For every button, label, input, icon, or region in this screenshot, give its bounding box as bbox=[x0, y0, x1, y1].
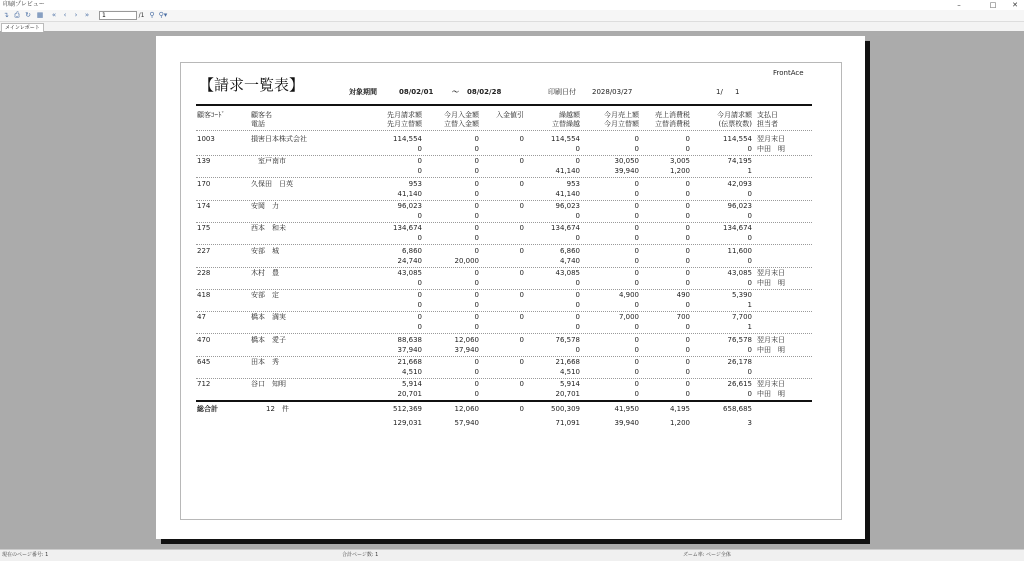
total-adv-carry: 71,091 bbox=[555, 419, 580, 427]
row-tax: 0 bbox=[685, 201, 690, 210]
row-separator bbox=[196, 244, 812, 245]
row-sales: 0 bbox=[634, 179, 639, 188]
row-separator bbox=[196, 222, 812, 223]
total-adv-tax: 1,200 bbox=[669, 419, 690, 427]
total-rule bbox=[196, 400, 812, 402]
row-prev-claim: 88,638 bbox=[397, 335, 422, 344]
row-claim: 26,178 bbox=[727, 358, 752, 366]
row-adv-carry: 0 bbox=[575, 145, 580, 153]
header-tax: 売上消費税 bbox=[655, 111, 690, 119]
row-separator bbox=[196, 289, 812, 290]
row-prev-claim: 953 bbox=[408, 179, 422, 188]
row-adv-carry: 0 bbox=[575, 323, 580, 332]
header-carry: 繰越額 bbox=[559, 111, 580, 119]
header-claim: 今月請求額 bbox=[717, 111, 752, 119]
header-rule-top bbox=[196, 104, 812, 106]
row-adv-month: 0 bbox=[634, 189, 639, 198]
row-sales: 0 bbox=[634, 224, 639, 233]
row-name: 安部 定 bbox=[251, 291, 279, 300]
row-separator bbox=[196, 267, 812, 268]
row-receipt: 0 bbox=[474, 157, 479, 166]
row-adv-tax: 1,200 bbox=[669, 167, 690, 176]
zoom-dropdown-icon[interactable]: ⚲▾ bbox=[158, 11, 168, 19]
row-prev-adv: 37,940 bbox=[397, 345, 422, 354]
row-tax: 700 bbox=[676, 313, 690, 322]
row-adv-receipt: 0 bbox=[474, 167, 479, 176]
row-claim: 76,578 bbox=[727, 335, 752, 344]
row-slips: 0 bbox=[747, 345, 752, 354]
print-date: 2028/03/27 bbox=[592, 88, 633, 96]
row-adv-carry: 0 bbox=[575, 345, 580, 354]
row-name: 西本 和未 bbox=[251, 224, 286, 233]
page-total: 1 bbox=[735, 88, 740, 96]
row-code: 645 bbox=[197, 358, 211, 366]
row-prev-adv: 0 bbox=[417, 145, 422, 153]
row-prev-claim: 43,085 bbox=[397, 268, 422, 277]
row-code: 228 bbox=[197, 268, 211, 277]
row-carry: 953 bbox=[566, 179, 580, 188]
status-current-page: 現在のページ番号: 1 bbox=[2, 552, 49, 558]
total-count: 12 件 bbox=[266, 405, 289, 413]
row-separator bbox=[196, 311, 812, 312]
first-page-icon[interactable]: « bbox=[51, 11, 57, 19]
row-adv-month: 0 bbox=[634, 345, 639, 354]
row-name: 田本 秀 bbox=[251, 358, 279, 366]
row-prev-claim: 0 bbox=[417, 157, 422, 166]
row-sales: 0 bbox=[634, 135, 639, 143]
row-slips: 1 bbox=[747, 167, 752, 176]
row-slips: 0 bbox=[747, 390, 752, 399]
row-receipt: 0 bbox=[474, 246, 479, 255]
page-number-input[interactable]: 1 bbox=[99, 11, 137, 20]
page-label: 1/ bbox=[716, 88, 723, 96]
print-icon[interactable]: ⎙ bbox=[14, 11, 20, 19]
row-name: 損害日本株式会社 bbox=[251, 135, 307, 143]
total-discount: 0 bbox=[519, 405, 524, 413]
row-sales: 7,000 bbox=[618, 313, 639, 322]
row-slips: 1 bbox=[747, 301, 752, 310]
row-code: 170 bbox=[197, 179, 211, 188]
row-receipt: 0 bbox=[474, 224, 479, 233]
print-date-label: 印刷日付 bbox=[548, 88, 576, 96]
row-slips: 1 bbox=[747, 323, 752, 332]
row-pay-date: 翌月末日 bbox=[757, 135, 785, 143]
header-receipt: 今月入金額 bbox=[444, 111, 479, 119]
row-adv-month: 0 bbox=[634, 145, 639, 153]
row-discount: 0 bbox=[519, 313, 524, 322]
row-adv-month: 0 bbox=[634, 211, 639, 220]
row-claim: 26,615 bbox=[727, 380, 752, 389]
row-carry: 76,578 bbox=[555, 335, 580, 344]
row-adv-receipt: 0 bbox=[474, 234, 479, 243]
row-adv-month: 0 bbox=[634, 234, 639, 243]
row-prev-adv: 0 bbox=[417, 301, 422, 310]
period-separator: ～ bbox=[452, 88, 459, 96]
row-receipt: 0 bbox=[474, 201, 479, 210]
toolbar bbox=[0, 10, 1024, 22]
row-adv-receipt: 0 bbox=[474, 189, 479, 198]
header-prev-claim: 先月請求額 bbox=[387, 111, 422, 119]
row-code: 1003 bbox=[197, 135, 215, 143]
row-prev-claim: 114,554 bbox=[393, 135, 422, 143]
total-claim: 658,685 bbox=[723, 405, 752, 413]
header-adv-month: 今月立替額 bbox=[604, 120, 639, 128]
total-sales: 41,950 bbox=[614, 405, 639, 413]
row-name: 橋本 愛子 bbox=[251, 335, 286, 344]
row-prev-adv: 0 bbox=[417, 167, 422, 176]
row-prev-adv: 0 bbox=[417, 211, 422, 220]
close-icon[interactable]: ✕ bbox=[1012, 1, 1018, 9]
row-sales: 0 bbox=[634, 268, 639, 277]
row-pay-date: 翌月末日 bbox=[757, 335, 785, 344]
total-carry: 500,309 bbox=[551, 405, 580, 413]
period-to: 08/02/28 bbox=[467, 88, 502, 96]
row-discount: 0 bbox=[519, 179, 524, 188]
row-adv-receipt: 0 bbox=[474, 211, 479, 220]
row-discount: 0 bbox=[519, 291, 524, 300]
row-carry: 21,668 bbox=[555, 358, 580, 366]
row-prev-claim: 0 bbox=[417, 313, 422, 322]
status-zoom: ズーム率: ページ全体 bbox=[683, 552, 731, 558]
row-separator bbox=[196, 356, 812, 357]
minimize-icon[interactable]: – bbox=[957, 1, 961, 9]
row-discount: 0 bbox=[519, 201, 524, 210]
row-prev-adv: 0 bbox=[417, 278, 422, 287]
row-prev-claim: 5,914 bbox=[401, 380, 422, 389]
row-claim: 114,554 bbox=[723, 135, 752, 143]
header-rule-bottom bbox=[196, 130, 812, 131]
row-slips: 0 bbox=[747, 234, 752, 243]
row-prev-claim: 0 bbox=[417, 291, 422, 300]
row-adv-carry: 0 bbox=[575, 234, 580, 243]
row-adv-tax: 0 bbox=[685, 390, 690, 399]
row-adv-tax: 0 bbox=[685, 368, 690, 376]
row-discount: 0 bbox=[519, 246, 524, 255]
row-pay-date: 翌月末日 bbox=[757, 380, 785, 389]
row-claim: 5,390 bbox=[731, 291, 752, 300]
row-receipt: 0 bbox=[474, 380, 479, 389]
header-adv-tax: 立替消費税 bbox=[655, 120, 690, 128]
row-carry: 43,085 bbox=[555, 268, 580, 277]
row-adv-tax: 0 bbox=[685, 211, 690, 220]
row-claim: 96,023 bbox=[727, 201, 752, 210]
row-adv-receipt: 0 bbox=[474, 390, 479, 399]
row-adv-month: 39,940 bbox=[614, 167, 639, 176]
period-from: 08/02/01 bbox=[399, 88, 434, 96]
row-code: 712 bbox=[197, 380, 211, 389]
row-sales: 4,900 bbox=[618, 291, 639, 300]
row-adv-month: 0 bbox=[634, 323, 639, 332]
row-carry: 134,674 bbox=[551, 224, 580, 233]
page-total-label: /1 bbox=[138, 12, 145, 19]
row-separator bbox=[196, 155, 812, 156]
row-staff: 中田 明 bbox=[757, 390, 785, 399]
total-receipt: 12,060 bbox=[454, 405, 479, 413]
row-name: 安岡 力 bbox=[251, 201, 279, 210]
row-tax: 490 bbox=[676, 291, 690, 300]
header-name: 顧客名 bbox=[251, 111, 272, 119]
row-adv-receipt: 0 bbox=[474, 278, 479, 287]
row-tax: 0 bbox=[685, 246, 690, 255]
window-title: 印刷プレビュー bbox=[3, 1, 45, 8]
row-code: 139 bbox=[197, 157, 211, 166]
row-discount: 0 bbox=[519, 335, 524, 344]
period-label: 対象期間 bbox=[349, 88, 377, 96]
row-name: 室戸南市 bbox=[251, 157, 286, 166]
row-receipt: 12,060 bbox=[454, 335, 479, 344]
row-adv-tax: 0 bbox=[685, 301, 690, 310]
row-prev-adv: 41,140 bbox=[397, 189, 422, 198]
row-adv-tax: 0 bbox=[685, 278, 690, 287]
row-carry: 96,023 bbox=[555, 201, 580, 210]
row-receipt: 0 bbox=[474, 179, 479, 188]
row-prev-claim: 21,668 bbox=[397, 358, 422, 366]
header-sales: 今月売上額 bbox=[604, 111, 639, 119]
row-tax: 0 bbox=[685, 135, 690, 143]
row-code: 470 bbox=[197, 335, 211, 344]
row-slips: 0 bbox=[747, 278, 752, 287]
total-prev-adv: 129,031 bbox=[393, 419, 422, 427]
row-claim: 74,195 bbox=[727, 157, 752, 166]
total-adv-receipt: 57,940 bbox=[454, 419, 479, 427]
zoom-in-icon[interactable]: ⚲ bbox=[149, 11, 155, 19]
row-adv-tax: 0 bbox=[685, 234, 690, 243]
row-claim: 7,700 bbox=[731, 313, 752, 322]
row-slips: 0 bbox=[747, 189, 752, 198]
row-code: 175 bbox=[197, 224, 211, 233]
row-carry: 0 bbox=[575, 157, 580, 166]
row-adv-month: 0 bbox=[634, 278, 639, 287]
row-name: 谷口 知明 bbox=[251, 380, 286, 389]
report-title: 【請求一覧表】 bbox=[199, 76, 305, 94]
page-setup-icon[interactable]: ▦ bbox=[36, 11, 44, 19]
row-staff: 中田 明 bbox=[757, 345, 785, 354]
last-page-icon[interactable]: » bbox=[84, 11, 90, 19]
row-adv-carry: 4,740 bbox=[559, 256, 580, 265]
row-carry: 114,554 bbox=[551, 135, 580, 143]
header-pay: 支払日 bbox=[757, 111, 778, 119]
row-adv-tax: 0 bbox=[685, 189, 690, 198]
row-staff: 中田 明 bbox=[757, 145, 785, 153]
row-separator bbox=[196, 378, 812, 379]
header-adv-carry: 立替繰越 bbox=[552, 120, 580, 128]
row-name: 橋本 満実 bbox=[251, 313, 286, 322]
row-slips: 0 bbox=[747, 256, 752, 265]
row-tax: 0 bbox=[685, 179, 690, 188]
row-adv-month: 0 bbox=[634, 301, 639, 310]
row-tax: 0 bbox=[685, 224, 690, 233]
row-adv-receipt: 20,000 bbox=[454, 256, 479, 265]
total-label: 総合計 bbox=[197, 405, 218, 413]
row-tax: 0 bbox=[685, 358, 690, 366]
row-adv-carry: 41,140 bbox=[555, 189, 580, 198]
row-tax: 3,005 bbox=[669, 157, 690, 166]
row-separator bbox=[196, 177, 812, 178]
row-sales: 0 bbox=[634, 201, 639, 210]
brand-label: FrontAce bbox=[773, 69, 804, 77]
row-adv-month: 0 bbox=[634, 368, 639, 376]
row-tax: 0 bbox=[685, 380, 690, 389]
row-claim: 134,674 bbox=[723, 224, 752, 233]
row-prev-adv: 20,701 bbox=[397, 390, 422, 399]
row-discount: 0 bbox=[519, 157, 524, 166]
row-slips: 0 bbox=[747, 145, 752, 153]
row-code: 174 bbox=[197, 201, 211, 210]
row-adv-carry: 20,701 bbox=[555, 390, 580, 399]
row-claim: 43,085 bbox=[727, 268, 752, 277]
row-receipt: 0 bbox=[474, 268, 479, 277]
row-prev-claim: 6,860 bbox=[401, 246, 422, 255]
row-tax: 0 bbox=[685, 335, 690, 344]
header-phone: 電話 bbox=[251, 120, 265, 128]
row-discount: 0 bbox=[519, 268, 524, 277]
header-slips: (伝票枚数) bbox=[718, 120, 752, 128]
row-adv-receipt: 37,940 bbox=[454, 345, 479, 354]
row-separator bbox=[196, 200, 812, 201]
row-claim: 11,600 bbox=[727, 246, 752, 255]
maximize-icon[interactable]: □ bbox=[989, 1, 997, 9]
total-slips: 3 bbox=[747, 419, 752, 427]
row-adv-tax: 0 bbox=[685, 345, 690, 354]
row-sales: 0 bbox=[634, 380, 639, 389]
row-sales: 0 bbox=[634, 358, 639, 366]
row-adv-carry: 0 bbox=[575, 278, 580, 287]
row-receipt: 0 bbox=[474, 313, 479, 322]
status-bar bbox=[0, 549, 1024, 561]
row-carry: 0 bbox=[575, 313, 580, 322]
row-name: 木村 豊 bbox=[251, 268, 279, 277]
row-slips: 0 bbox=[747, 211, 752, 220]
row-name: 安部 城 bbox=[251, 246, 279, 255]
row-carry: 6,860 bbox=[559, 246, 580, 255]
row-code: 227 bbox=[197, 246, 211, 255]
row-carry: 0 bbox=[575, 291, 580, 300]
row-adv-carry: 41,140 bbox=[555, 167, 580, 176]
row-code: 418 bbox=[197, 291, 211, 300]
tab-main-report[interactable]: メインレポート bbox=[1, 23, 44, 32]
row-separator bbox=[196, 333, 812, 334]
row-adv-month: 0 bbox=[634, 256, 639, 265]
row-prev-adv: 4,510 bbox=[401, 368, 422, 376]
row-prev-adv: 0 bbox=[417, 234, 422, 243]
row-claim: 42,093 bbox=[727, 179, 752, 188]
row-slips: 0 bbox=[747, 368, 752, 376]
row-discount: 0 bbox=[519, 358, 524, 366]
row-name: 久保田 日英 bbox=[251, 179, 293, 188]
row-sales: 30,050 bbox=[614, 157, 639, 166]
header-discount: 入金値引 bbox=[496, 111, 524, 119]
row-discount: 0 bbox=[519, 135, 524, 143]
row-prev-claim: 134,674 bbox=[393, 224, 422, 233]
row-tax: 0 bbox=[685, 268, 690, 277]
row-adv-tax: 0 bbox=[685, 323, 690, 332]
total-adv-month: 39,940 bbox=[614, 419, 639, 427]
export-icon[interactable]: ↴ bbox=[3, 11, 9, 19]
refresh-icon[interactable]: ↻ bbox=[25, 11, 31, 19]
row-adv-receipt: 0 bbox=[474, 301, 479, 310]
total-tax: 4,195 bbox=[669, 405, 690, 413]
row-sales: 0 bbox=[634, 335, 639, 344]
header-code: 顧客ｺｰﾄﾞ bbox=[197, 111, 225, 119]
header-staff: 担当者 bbox=[757, 120, 778, 128]
row-pay-date: 翌月末日 bbox=[757, 268, 785, 277]
row-staff: 中田 明 bbox=[757, 278, 785, 287]
row-adv-receipt: 0 bbox=[474, 368, 479, 376]
row-discount: 0 bbox=[519, 224, 524, 233]
prev-page-icon[interactable]: ‹ bbox=[63, 11, 67, 19]
row-prev-adv: 24,740 bbox=[397, 256, 422, 265]
row-carry: 5,914 bbox=[559, 380, 580, 389]
row-adv-receipt: 0 bbox=[474, 145, 479, 153]
total-prev-claim: 512,369 bbox=[393, 405, 422, 413]
row-receipt: 0 bbox=[474, 358, 479, 366]
window-titlebar bbox=[0, 0, 1024, 10]
header-adv-receipt: 立替入金額 bbox=[444, 120, 479, 128]
row-receipt: 0 bbox=[474, 291, 479, 300]
row-code: 47 bbox=[197, 313, 206, 322]
row-receipt: 0 bbox=[474, 135, 479, 143]
row-adv-month: 0 bbox=[634, 390, 639, 399]
row-discount: 0 bbox=[519, 380, 524, 389]
tab-bar bbox=[0, 22, 1024, 32]
row-sales: 0 bbox=[634, 246, 639, 255]
status-total-pages: 合計ページ数: 1 bbox=[342, 552, 379, 558]
row-adv-receipt: 0 bbox=[474, 323, 479, 332]
row-prev-adv: 0 bbox=[417, 323, 422, 332]
row-prev-claim: 96,023 bbox=[397, 201, 422, 210]
row-adv-tax: 0 bbox=[685, 145, 690, 153]
row-adv-carry: 0 bbox=[575, 211, 580, 220]
row-adv-tax: 0 bbox=[685, 256, 690, 265]
row-adv-carry: 4,510 bbox=[559, 368, 580, 376]
next-page-icon[interactable]: › bbox=[74, 11, 78, 19]
header-prev-adv: 先月立替額 bbox=[387, 120, 422, 128]
row-adv-carry: 0 bbox=[575, 301, 580, 310]
